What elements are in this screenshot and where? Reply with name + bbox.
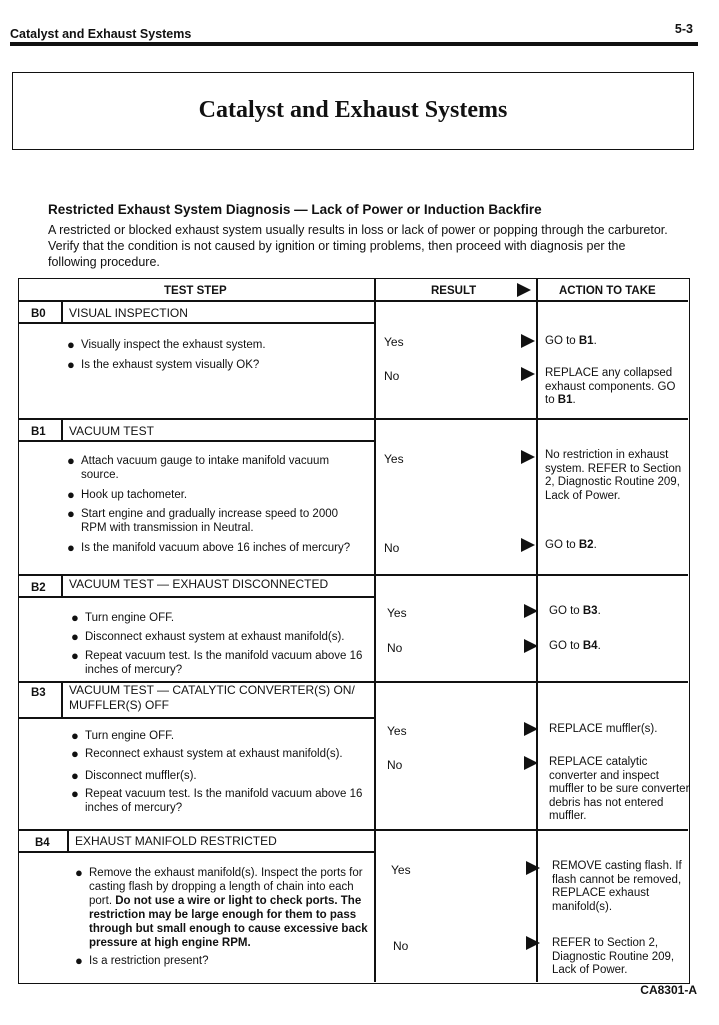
figure-code: CA8301-A: [640, 983, 697, 997]
header-rule: [10, 42, 698, 46]
result-yes: Yes: [391, 863, 411, 877]
row-b0-title-underline: [19, 322, 374, 324]
step-bullet: ● Hook up tachometer.: [67, 487, 188, 502]
step-title: VACUUM TEST — EXHAUST DISCONNECTED: [69, 577, 329, 591]
arrow-icon: [526, 861, 540, 875]
step-id: B4: [35, 837, 50, 849]
step-bullet: ● Attach vacuum gauge to intake manifold vacuum source.: [67, 453, 330, 481]
chapter-title: Catalyst and Exhaust Systems: [198, 97, 508, 123]
row-b2-title-underline: [19, 596, 374, 598]
row-b0-id-divider: [61, 300, 63, 322]
action-text: REFER to Section 2, Diagnostic Routine 209, Lack of Power.: [552, 937, 675, 976]
result-no: No: [393, 939, 409, 953]
step-bullet: ● Turn engine OFF.: [71, 610, 175, 625]
result-yes: Yes: [387, 724, 407, 738]
row-b1-title-underline: [19, 440, 374, 442]
col-header-action: ACTION TO TAKE: [559, 285, 656, 297]
section-intro: A restricted or blocked exhaust system usually results in loss or lack of power or popping through the carburetor. Verify that the condition is not caused by ignition or timing problems, then proceed with diagnosis per the following procedure.: [48, 223, 668, 269]
step-bullet: ● Remove the exhaust manifold(s). Inspect the ports for casting flash by dropping a length of chain into each port. Do not use a wire or light to check ports. The restriction may be large enough for them to pass through but small enough to cause excessive back pressure at high engine RPM.: [75, 865, 368, 949]
arrow-icon: [521, 367, 535, 381]
action-text: REPLACE muffler(s).: [549, 723, 658, 735]
step-bullet: ● Turn engine OFF.: [71, 728, 175, 743]
arrow-icon: [524, 756, 538, 770]
action-text: GO to B4.: [549, 640, 601, 652]
result-no: No: [384, 541, 400, 555]
action-text: GO to B1.: [545, 335, 597, 347]
step-bullet: ● Repeat vacuum test. Is the manifold vacuum above 16 inches of mercury?: [71, 648, 363, 676]
step-id: B1: [31, 426, 46, 438]
action-text: GO to B3.: [549, 605, 601, 617]
col-header-test-step: TEST STEP: [164, 285, 227, 297]
result-yes: Yes: [387, 606, 407, 620]
action-text: REMOVE casting flash. If flash cannot be removed, REPLACE exhaust manifold(s).: [552, 860, 682, 913]
arrow-icon: [521, 538, 535, 552]
row-b4-id-divider: [67, 829, 69, 851]
action-text: GO to B2.: [545, 539, 597, 551]
step-title: EXHAUST MANIFOLD RESTRICTED: [75, 834, 277, 848]
running-header-title: Catalyst and Exhaust Systems: [10, 27, 192, 41]
step-id: B2: [31, 582, 46, 594]
step-id: B3: [31, 687, 46, 699]
step-bullet: ● Disconnect muffler(s).: [71, 768, 197, 783]
step-bullet: ● Is the exhaust system visually OK?: [67, 357, 260, 372]
step-bullet: ● Is a restriction present?: [75, 953, 209, 968]
row-divider: [19, 418, 688, 420]
column-divider-action: [536, 279, 538, 982]
row-b4-title-underline: [19, 851, 374, 853]
page-number: 5-3: [674, 22, 693, 36]
result-no: No: [387, 641, 403, 655]
action-text: No restriction in exhaust system. REFER to Section 2, Diagnostic Routine 209, Lack of Power.: [545, 449, 682, 502]
action-text: REPLACE any collapsed exhaust components. GO to B1.: [545, 367, 676, 406]
step-title: VISUAL INSPECTION: [69, 306, 188, 320]
result-no: No: [384, 369, 400, 383]
col-header-result: RESULT: [431, 285, 477, 297]
step-title: VACUUM TEST: [69, 424, 154, 438]
step-bullet: ● Is the manifold vacuum above 16 inches of mercury?: [67, 540, 351, 555]
step-bullet: ● Repeat vacuum test. Is the manifold vacuum above 16 inches of mercury?: [71, 786, 363, 814]
row-divider: [19, 574, 688, 576]
arrow-icon: [521, 450, 535, 464]
action-text: REPLACE catalytic converter and inspect muffler to be sure converter debris has not entered muffler.: [549, 756, 690, 822]
row-b3-title-underline: [19, 717, 374, 719]
step-bullet: ● Start engine and gradually increase speed to 2000 RPM with transmission in Neutral.: [67, 506, 339, 534]
step-bullet: ● Reconnect exhaust system at exhaust manifold(s).: [71, 746, 343, 761]
row-b1-id-divider: [61, 418, 63, 440]
step-bullet: ● Disconnect exhaust system at exhaust manifold(s).: [71, 629, 345, 644]
header-row-divider: [19, 300, 688, 302]
header-arrow-icon: [517, 283, 531, 297]
step-title: VACUUM TEST — CATALYTIC CONVERTER(S) ON/ MUFFLER(S) OFF: [69, 683, 355, 712]
result-no: No: [387, 758, 403, 772]
arrow-icon: [521, 334, 535, 348]
arrow-icon: [524, 639, 538, 653]
step-bullet: ● Visually inspect the exhaust system.: [67, 337, 266, 352]
step-id: B0: [31, 308, 46, 320]
diagnosis-table: [18, 278, 690, 984]
row-divider: [19, 829, 688, 831]
arrow-icon: [526, 936, 540, 950]
section-title: Restricted Exhaust System Diagnosis — Lack of Power or Induction Backfire: [48, 202, 542, 217]
result-yes: Yes: [384, 452, 404, 466]
column-divider-result: [374, 279, 376, 982]
result-yes: Yes: [384, 335, 404, 349]
arrow-icon: [524, 722, 538, 736]
row-b2-id-divider: [61, 574, 63, 596]
arrow-icon: [524, 604, 538, 618]
title-banner: [12, 72, 694, 150]
row-b3-id-divider: [61, 681, 63, 717]
